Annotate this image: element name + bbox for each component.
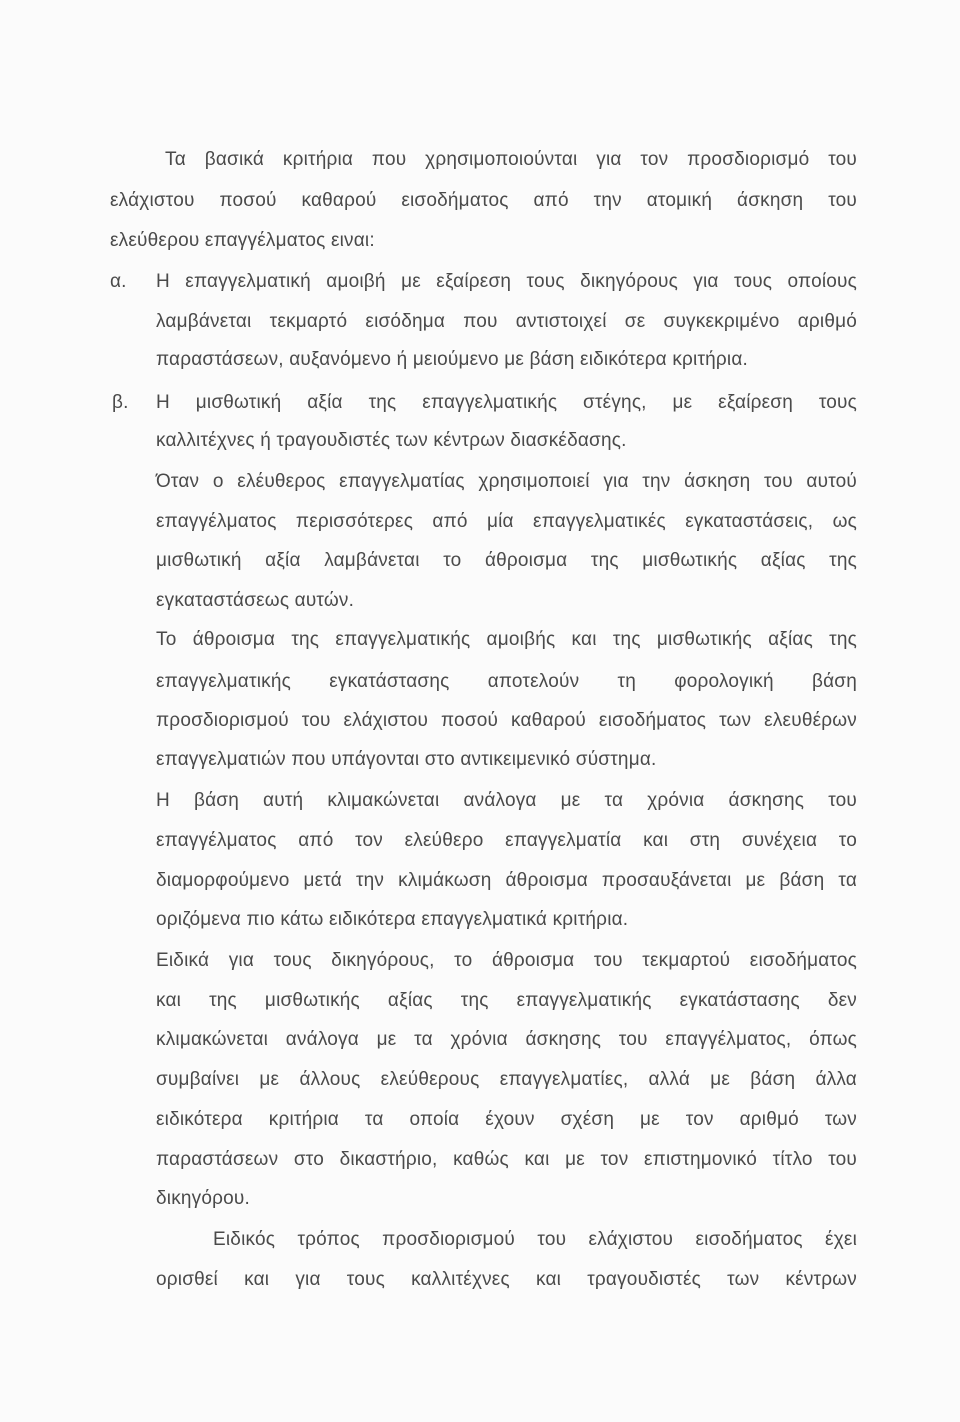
- text-line: επαγγέλματος από τον ελεύθερο επαγγελματία και στη συνέχεια το: [156, 830, 857, 851]
- text-line: επαγγελματιών που υπάγονται στο αντικειμενικό σύστημα.: [156, 749, 657, 770]
- text-line: Τα βασικά κριτήρια που χρησιμοποιούνται για τον προσδιορισμό του: [165, 149, 857, 170]
- text-line: δικηγόρου.: [156, 1188, 250, 1209]
- text-line: εγκαταστάσεως αυτών.: [156, 590, 355, 611]
- text-line: Το άθροισμα της επαγγελματικής αμοιβής και της μισθωτικής αξίας της: [156, 629, 857, 650]
- text-line: Η μισθωτική αξία της επαγγελματικής στέγης, με εξαίρεση τους: [156, 392, 857, 413]
- text-line: επαγγελματικής εγκατάστασης αποτελούν τη φορολογική βάση: [156, 671, 857, 692]
- text-line: Όταν ο ελέυθερος επαγγελματίας χρησιμοποιεί για την άσκηση του αυτού: [156, 471, 857, 492]
- text-line: διαμορφούμενο μετά την κλιμάκωση άθροισμα προσαυξάνεται με βάση τα: [156, 870, 857, 891]
- text-line: επαγγέλματος περισσότερες από μία επαγγελματικές εγκαταστάσεις, ως: [156, 511, 857, 532]
- text-line: παραστάσεων, αυξανόμενο ή μειούμενο με βάση ειδικότερα κριτήρια.: [156, 349, 749, 370]
- text-line: παραστάσεων στο δικαστήριο, καθώς και με τον επιστημονικό τίτλο του: [156, 1149, 857, 1170]
- text-line: Η επαγγελματική αμοιβή με εξαίρεση τους δικηγόρους για τους οποίους: [156, 271, 857, 292]
- list-marker: β.: [112, 392, 129, 413]
- text-line: συμβαίνει με άλλους ελεύθερους επαγγελματίες, αλλά με βάση άλλα: [156, 1069, 857, 1090]
- text-line: Ειδικός τρόπος προσδιορισμού του ελάχιστου εισοδήματος έχει: [213, 1229, 857, 1250]
- text-line: ορισθεί και για τους καλλιτέχνες και τραγουδιστές των κέντρων: [156, 1269, 857, 1290]
- text-line: καλλιτέχνες ή τραγουδιστές των κέντρων διασκέδασης.: [156, 430, 627, 451]
- text-line: ελεύθερου επαγγέλματος ειναι:: [110, 230, 375, 251]
- text-line: μισθωτική αξία λαμβάνεται το άθροισμα της μισθωτικής αξίας της: [156, 550, 857, 571]
- text-line: οριζόμενα πιο κάτω ειδικότερα επαγγελματικά κριτήρια.: [156, 909, 629, 930]
- text-line: λαμβάνεται τεκμαρτό εισόδημα που αντιστοιχεί σε συγκεκριμένο αριθμό: [156, 311, 857, 332]
- text-line: Η βάση αυτή κλιμακώνεται ανάλογα με τα χρόνια άσκησης του: [156, 790, 857, 811]
- text-line: Ειδικά για τους δικηγόρους, το άθροισμα του τεκμαρτού εισοδήματος: [156, 950, 857, 971]
- list-marker: α.: [110, 271, 127, 292]
- text-line: ειδικότερα κριτήρια τα οποία έχουν σχέση με τον αριθμό των: [156, 1109, 857, 1130]
- text-line: ελάχιστου ποσού καθαρού εισοδήματος από την ατομική άσκηση του: [110, 190, 857, 211]
- text-line: προσδιορισμού του ελάχιστου ποσού καθαρού εισοδήματος των ελευθέρων: [156, 710, 857, 731]
- text-line: και της μισθωτικής αξίας της επαγγελματικής εγκατάστασης δεν: [156, 990, 857, 1011]
- text-line: κλιμακώνεται ανάλογα με τα χρόνια άσκησης του επαγγέλματος, όπως: [156, 1029, 857, 1050]
